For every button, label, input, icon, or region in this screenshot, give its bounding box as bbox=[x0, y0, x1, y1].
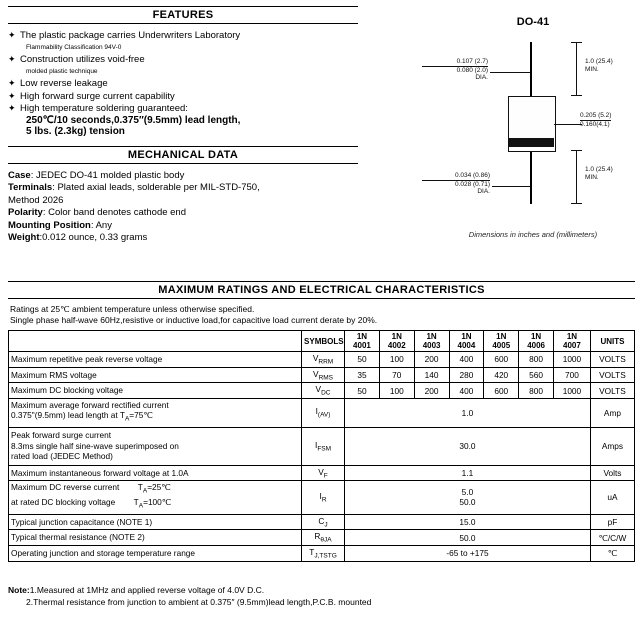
table-row bbox=[9, 352, 635, 368]
dim-leader-wiredia bbox=[492, 186, 530, 187]
bullet-icon: ✦ bbox=[8, 90, 16, 101]
left-column bbox=[8, 6, 358, 245]
row-unit: VOLTS bbox=[590, 367, 634, 383]
row-value: 1000 bbox=[554, 383, 591, 399]
notes-label: Note: bbox=[8, 585, 30, 595]
row-symbol: $I_R$ bbox=[302, 481, 345, 514]
row-unit: VOLTS bbox=[590, 383, 634, 399]
row-unit: Amps bbox=[590, 427, 634, 465]
row-value-span: 30.0 bbox=[345, 427, 591, 465]
feature-subtext: molded plastic technique bbox=[26, 67, 98, 75]
row-symbol: $V_{RRM}$ bbox=[302, 352, 345, 368]
feature-text: High forward surge current capability bbox=[20, 90, 175, 102]
header-part-4001: 1N 4001 bbox=[345, 331, 380, 352]
dim-body-dia bbox=[580, 112, 611, 128]
ratings-section bbox=[8, 281, 635, 562]
table-row bbox=[9, 383, 635, 399]
mechanical-data-section bbox=[8, 146, 358, 245]
bullet-icon: ✦ bbox=[8, 103, 16, 113]
dim-tick-bot-b bbox=[571, 203, 582, 204]
dim-value-min: 0.160(4.1) bbox=[580, 120, 610, 128]
row-unit: ℃ bbox=[590, 545, 634, 561]
list-item bbox=[8, 91, 358, 103]
row-symbol: $V_F$ bbox=[302, 465, 345, 481]
row-unit: pF bbox=[590, 514, 634, 530]
ratings-note-line-2: Single phase half-wave 60Hz,resistive or inductive load,for capacitive load current derate by 20%. bbox=[10, 315, 378, 325]
ratings-conditions bbox=[10, 304, 635, 326]
row-desc: Operating junction and storage temperature range bbox=[9, 545, 302, 561]
row-value: 100 bbox=[379, 352, 414, 368]
mech-value: : JEDEC DO-41 molded plastic body bbox=[30, 169, 185, 181]
ratings-note-line-1: Ratings at 25℃ ambient temperature unless otherwise specified. bbox=[10, 304, 255, 314]
feature-subtext: 250℃/10 seconds,0.375″(9.5mm) lead length, bbox=[26, 114, 241, 126]
ratings-title: MAXIMUM RATINGS AND ELECTRICAL CHARACTERISTICS bbox=[8, 281, 635, 299]
header-part-4006: 1N 4006 bbox=[519, 331, 554, 352]
table-row bbox=[9, 545, 635, 561]
table-row bbox=[9, 514, 635, 530]
row-desc: Maximum instantaneous forward voltage at 1.0A bbox=[9, 465, 302, 481]
mechanical-data-body bbox=[8, 170, 358, 245]
row-value: 140 bbox=[414, 367, 449, 383]
dim-tick-top-b bbox=[571, 95, 582, 96]
mechanical-data-title: MECHANICAL DATA bbox=[8, 146, 358, 164]
feature-subtext: Flammability Classification 94V-0 bbox=[26, 43, 122, 51]
row-value-span: 5.0 50.0 bbox=[345, 481, 591, 514]
table-header-row bbox=[9, 331, 635, 352]
bullet-icon: ✦ bbox=[8, 54, 16, 64]
feature-text: High temperature soldering guaranteed: bbox=[20, 103, 188, 114]
mech-value: :0.012 ounce, 0.33 grams bbox=[39, 232, 148, 243]
dim-length-top bbox=[585, 58, 613, 73]
row-unit: ℃/C/W bbox=[590, 530, 634, 546]
row-desc: Maximum DC blocking voltage bbox=[9, 383, 302, 399]
dim-lead-dia bbox=[422, 58, 488, 82]
row-value: 100 bbox=[379, 383, 414, 399]
row-symbol: $C_J$ bbox=[302, 514, 345, 530]
dim-value-max: 0.034 (0.86) bbox=[422, 172, 490, 181]
header-part-4004: 1N 4004 bbox=[449, 331, 484, 352]
mech-row-terminals-cont bbox=[8, 195, 358, 208]
mech-label: Terminals bbox=[8, 182, 53, 193]
dim-dia-label: DIA. bbox=[475, 74, 488, 81]
list-item bbox=[8, 54, 358, 77]
row-value-span: -65 to +175 bbox=[345, 545, 591, 561]
feature-text: The plastic package carries Underwriters Laboratory bbox=[20, 30, 241, 41]
feature-text: Low reverse leakage bbox=[20, 78, 108, 89]
table-row bbox=[9, 427, 635, 465]
dim-length-bottom bbox=[585, 166, 613, 181]
row-value: 200 bbox=[414, 383, 449, 399]
row-value-span: 15.0 bbox=[345, 514, 591, 530]
row-value: 400 bbox=[449, 352, 484, 368]
row-value: 280 bbox=[449, 367, 484, 383]
row-value: 800 bbox=[519, 383, 554, 399]
row-value: 1000 bbox=[554, 352, 591, 368]
row-symbol: $T_{J,TSTG}$ bbox=[302, 545, 345, 561]
mech-row-case bbox=[8, 170, 358, 183]
row-value-span: 1.1 bbox=[345, 465, 591, 481]
row-desc: Maximum repetitive peak reverse voltage bbox=[9, 352, 302, 368]
row-value: 70 bbox=[379, 367, 414, 383]
mech-label: Mounting Position bbox=[8, 219, 91, 231]
mech-value: : Plated axial leads, solderable per MIL-STD-750, bbox=[52, 182, 260, 193]
row-desc: Peak forward surge current 8.3ms single half sine-wave superimposed on rated load (JEDEC Method) bbox=[9, 427, 302, 465]
mech-value: Method 2026 bbox=[8, 194, 64, 206]
lead-top bbox=[530, 42, 532, 96]
mech-label: Case bbox=[8, 169, 31, 181]
row-unit: Volts bbox=[590, 465, 634, 481]
row-value: 200 bbox=[414, 352, 449, 368]
list-item bbox=[8, 103, 358, 138]
dim-dia-label: DIA. bbox=[477, 188, 490, 195]
row-symbol: $I_{(AV)}$ bbox=[302, 398, 345, 427]
dim-value: 1.0 (25.4) bbox=[585, 58, 613, 65]
row-value: 700 bbox=[554, 367, 591, 383]
mech-label: Weight bbox=[8, 232, 40, 243]
row-symbol: $I_{FSM}$ bbox=[302, 427, 345, 465]
feature-subtext-2: 5 lbs. (2.3kg) tension bbox=[26, 126, 125, 137]
header-part-4002: 1N 4002 bbox=[379, 331, 414, 352]
mech-label: Polarity bbox=[8, 207, 43, 218]
dim-value-max: 0.107 (2.7) bbox=[422, 58, 488, 67]
table-row bbox=[9, 481, 635, 514]
bullet-icon: ✦ bbox=[8, 78, 16, 88]
dim-value-min: 0.080 (2.0) bbox=[456, 66, 488, 74]
features-list bbox=[8, 30, 358, 138]
header-symbols: SYMBOLS bbox=[302, 331, 345, 352]
mech-row-polarity bbox=[8, 207, 358, 220]
lead-bottom bbox=[530, 150, 532, 204]
dim-unit: MIN. bbox=[585, 173, 599, 181]
row-unit: Amp bbox=[590, 398, 634, 427]
row-desc: Maximum RMS voltage bbox=[9, 367, 302, 383]
bullet-icon: ✦ bbox=[8, 30, 16, 40]
row-value: 35 bbox=[345, 367, 380, 383]
row-value-span: 1.0 bbox=[345, 398, 591, 427]
row-value: 420 bbox=[484, 367, 519, 383]
row-desc: Typical thermal resistance (NOTE 2) bbox=[9, 530, 302, 546]
package-drawing-panel bbox=[430, 6, 636, 268]
dim-tick-bot-a bbox=[571, 150, 582, 151]
cathode-band bbox=[508, 138, 554, 147]
row-desc: Maximum DC reverse current $T_A=25℃$ at rated DC blocking voltage $T_A=100℃$ bbox=[9, 481, 302, 514]
dim-value-max: 0.205 (5.2) bbox=[580, 112, 612, 119]
header-part-4003: 1N 4003 bbox=[414, 331, 449, 352]
row-symbol: $V_{DC}$ bbox=[302, 383, 345, 399]
dim-leader-leaddia bbox=[490, 72, 530, 73]
mech-row-mounting bbox=[8, 220, 358, 233]
row-value: 600 bbox=[484, 383, 519, 399]
table-row bbox=[9, 367, 635, 383]
dimension-note: Dimensions in inches and (millimeters) bbox=[468, 230, 598, 239]
row-unit: VOLTS bbox=[590, 352, 634, 368]
row-value-span: 50.0 bbox=[345, 530, 591, 546]
row-unit: uA bbox=[590, 481, 634, 514]
dim-value: 1.0 (25.4) bbox=[585, 166, 613, 173]
table-row bbox=[9, 530, 635, 546]
footnotes bbox=[8, 585, 635, 608]
note-1: 1.Measured at 1MHz and applied reverse voltage of 4.0V D.C. bbox=[29, 585, 265, 595]
note-2: 2.Thermal resistance from junction to ambient at 0.375″ (9.5mm)lead length,P.C.B. mounted bbox=[26, 596, 372, 607]
header-blank bbox=[9, 331, 302, 352]
mech-value: : Color band denotes cathode end bbox=[42, 207, 186, 218]
ratings-table bbox=[8, 330, 635, 562]
header-units: UNITS bbox=[590, 331, 634, 352]
dim-value-min: 0.028 (0.71) bbox=[454, 180, 490, 188]
feature-text: Construction utilizes void-free bbox=[20, 54, 145, 65]
header-part-4007: 1N 4007 bbox=[554, 331, 591, 352]
mech-row-terminals bbox=[8, 182, 358, 195]
package-title: DO-41 bbox=[516, 16, 550, 28]
features-title: FEATURES bbox=[8, 6, 358, 24]
table-row bbox=[9, 398, 635, 427]
table-row bbox=[9, 465, 635, 481]
dim-leader-bodydia bbox=[554, 124, 582, 125]
dim-unit: MIN. bbox=[585, 65, 599, 73]
row-value: 560 bbox=[519, 367, 554, 383]
row-value: 400 bbox=[449, 383, 484, 399]
row-symbol: $R_{\theta JA}$ bbox=[302, 530, 345, 546]
dim-line-bottom bbox=[576, 150, 577, 204]
list-item bbox=[8, 78, 358, 90]
mech-value: : Any bbox=[90, 219, 112, 231]
row-value: 50 bbox=[345, 352, 380, 368]
row-symbol: $V_{RMS}$ bbox=[302, 367, 345, 383]
dim-line-top bbox=[576, 42, 577, 96]
row-desc: Typical junction capacitance (NOTE 1) bbox=[9, 514, 302, 530]
row-value: 800 bbox=[519, 352, 554, 368]
package-diagram bbox=[430, 34, 636, 239]
list-item bbox=[8, 30, 358, 53]
dim-tick-top-a bbox=[571, 42, 582, 43]
mech-row-weight bbox=[8, 232, 358, 245]
dim-wire-dia bbox=[422, 172, 490, 196]
header-part-4005: 1N 4005 bbox=[484, 331, 519, 352]
row-desc: Maximum average forward rectified current 0.375"(9.5mm) lead length at $T_A=75℃$ bbox=[9, 398, 302, 427]
row-value: 600 bbox=[484, 352, 519, 368]
row-value: 50 bbox=[345, 383, 380, 399]
